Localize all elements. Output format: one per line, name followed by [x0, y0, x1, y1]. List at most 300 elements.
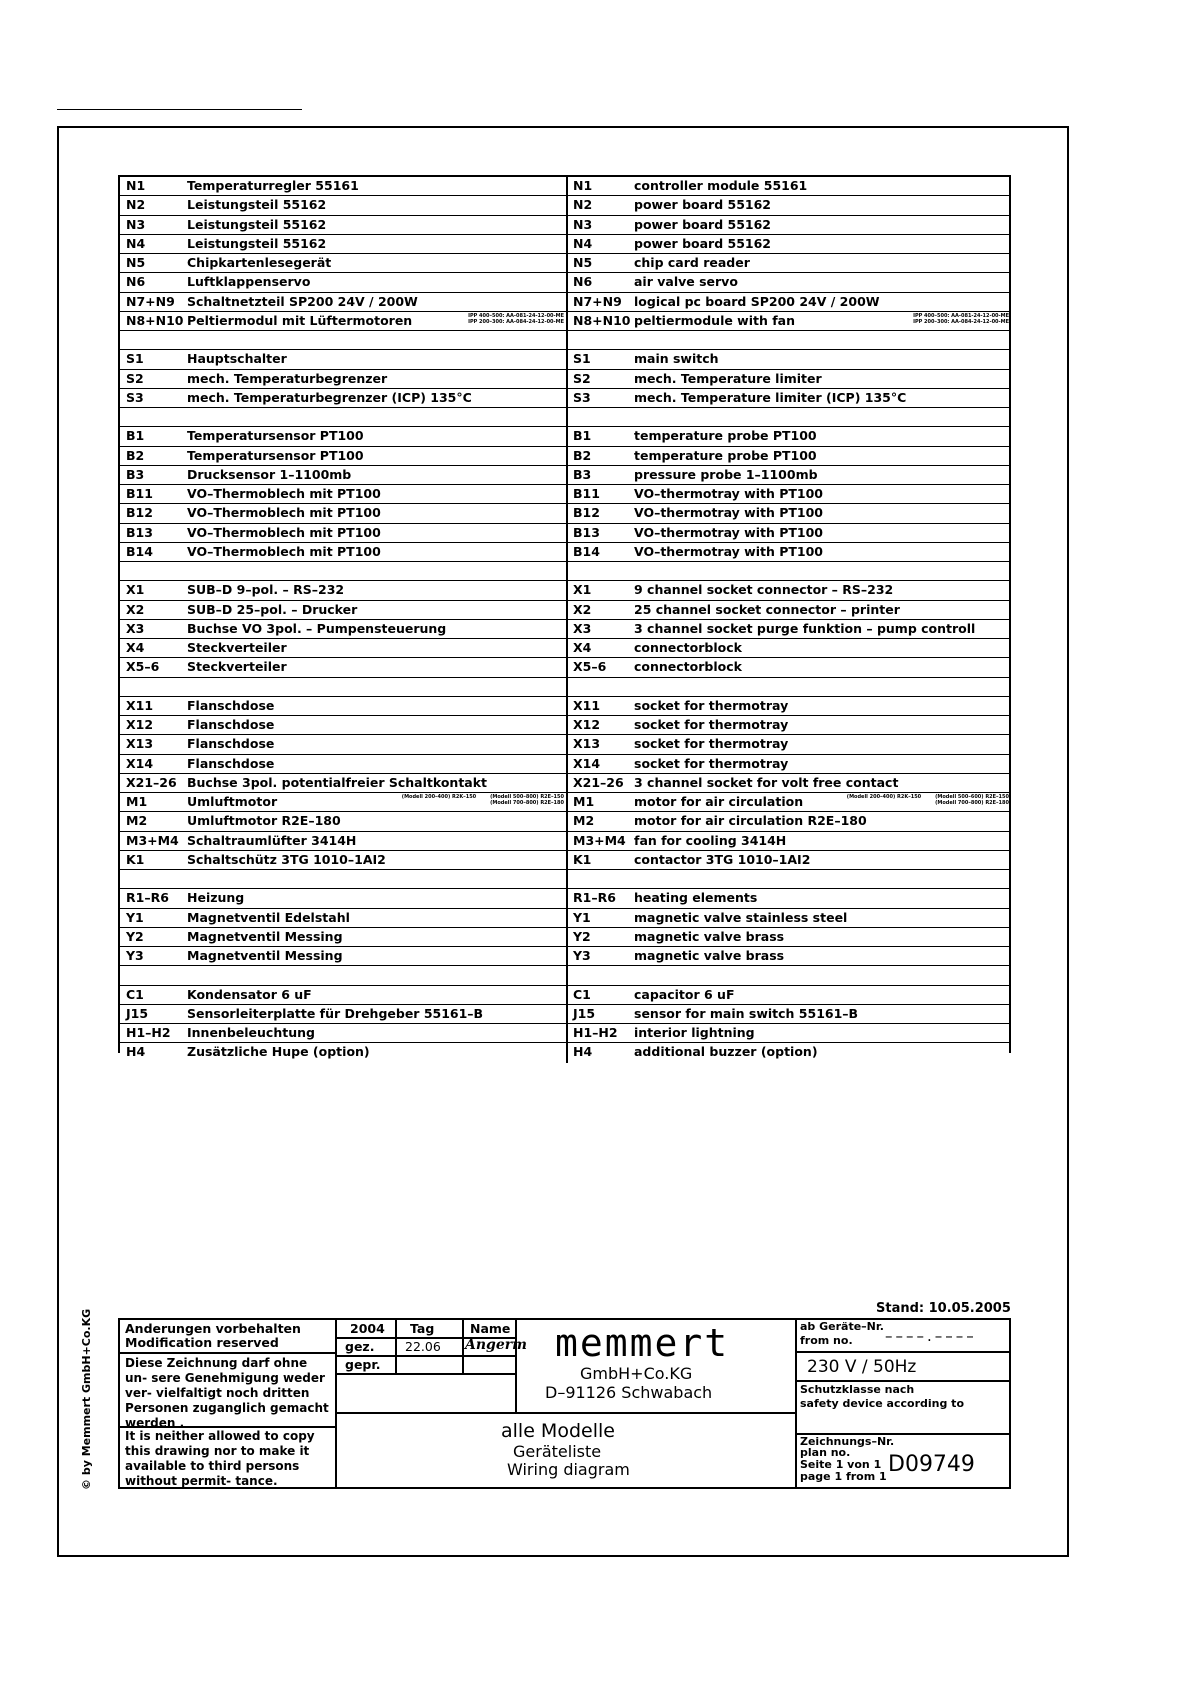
part-code: N1	[126, 178, 146, 193]
part-code: N7+N9	[126, 293, 175, 309]
parts-row	[120, 312, 566, 331]
parts-row	[120, 1005, 566, 1024]
part-code: S2	[126, 370, 144, 386]
part-description: heating elements	[634, 890, 758, 906]
grid-line	[462, 1320, 464, 1373]
page-de: Seite 1 von 1	[800, 1458, 882, 1471]
parts-row	[567, 793, 1011, 812]
part-code: B3	[573, 466, 592, 482]
parts-row	[120, 947, 566, 966]
part-description: power board 55162	[634, 216, 771, 232]
parts-row	[567, 177, 1011, 196]
parts-row	[120, 774, 566, 793]
part-description: Flanschdose	[187, 717, 275, 732]
parts-row	[120, 986, 566, 1005]
part-code: B1	[126, 428, 145, 444]
part-code: H1–H2	[126, 1025, 171, 1040]
part-code: N8+N10	[126, 312, 184, 328]
part-code: X21–26	[573, 774, 624, 790]
part-description: SUB–D 25–pol. – Drucker	[187, 601, 358, 617]
parts-row	[567, 485, 1011, 504]
grid-line	[335, 1412, 795, 1414]
parts-row	[567, 543, 1011, 562]
part-code: S1	[573, 351, 591, 367]
part-description: power board 55162	[634, 235, 771, 251]
memmert-logo: memmert	[555, 1321, 730, 1365]
part-description: 3 channel socket purge funktion – pump controll	[634, 620, 976, 636]
part-description: Steckverteiler	[187, 640, 287, 655]
protection-en: safety device according to	[800, 1397, 965, 1410]
part-code: S1	[126, 351, 144, 367]
part-code: X5–6	[126, 659, 160, 675]
part-description: pressure probe 1–1100mb	[634, 466, 818, 482]
part-description: VO–thermotray with PT100	[634, 524, 823, 540]
parts-list-table	[118, 175, 1011, 1060]
name-label: Name	[470, 1321, 511, 1336]
parts-row	[567, 216, 1011, 235]
parts-row	[120, 408, 566, 427]
part-code: Y2	[126, 928, 144, 944]
company-address: D–91126 Schwabach	[545, 1383, 713, 1402]
part-code: J15	[126, 1005, 149, 1021]
part-description: interior lightning	[634, 1025, 755, 1040]
part-code: X13	[126, 736, 154, 752]
part-code: Y2	[573, 928, 591, 944]
part-code: X21–26	[126, 774, 177, 790]
parts-row	[567, 389, 1011, 408]
part-note: (Modell 200–400) R2K–150 (Modell 500–800) R2E–150 (Modell 700–800) R2E–180	[401, 794, 564, 806]
part-code: B2	[573, 447, 592, 463]
part-description: VO–Thermoblech mit PT100	[187, 524, 381, 540]
part-note: IPP 400–500: AA-081-24-12-00-ME IPP 200–300: AA-084-24-12-00-ME	[913, 312, 1009, 325]
part-description: Magnetventil Messing	[187, 948, 343, 963]
grid-line	[335, 1373, 515, 1375]
part-code: B3	[126, 466, 145, 482]
parts-row	[567, 986, 1011, 1005]
parts-row	[120, 293, 566, 312]
parts-row	[120, 447, 566, 466]
part-description: Peltiermodul mit Lüftermotoren	[187, 312, 413, 328]
gepr-label: gepr.	[345, 1357, 381, 1372]
part-code: X4	[126, 640, 145, 655]
part-description: socket for thermotray	[634, 717, 789, 732]
parts-row	[120, 716, 566, 735]
parts-row	[120, 870, 566, 889]
part-code: X3	[126, 620, 145, 636]
part-code: X4	[573, 640, 592, 655]
part-description: Buchse 3pol. potentialfreier Schaltkontakt	[187, 774, 488, 790]
parts-row	[567, 601, 1011, 620]
part-code: N2	[573, 197, 593, 213]
parts-row	[120, 851, 566, 870]
part-code: N4	[573, 235, 593, 251]
parts-row	[120, 620, 566, 639]
part-description: Magnetventil Edelstahl	[187, 909, 350, 925]
part-code: N2	[126, 197, 146, 213]
parts-row	[567, 447, 1011, 466]
parts-row	[120, 755, 566, 774]
serial-value: ––––.––––	[885, 1327, 977, 1345]
parts-row	[120, 485, 566, 504]
parts-row	[120, 1043, 566, 1062]
parts-row	[567, 832, 1011, 851]
serial-label-en: from no.	[800, 1334, 853, 1347]
part-description: Zusätzliche Hupe (option)	[187, 1044, 370, 1060]
parts-row	[567, 254, 1011, 273]
parts-row	[567, 947, 1011, 966]
part-code: B14	[573, 543, 600, 559]
parts-row	[567, 928, 1011, 947]
parts-row	[120, 735, 566, 754]
part-code: N7+N9	[573, 293, 622, 309]
parts-row	[120, 639, 566, 658]
drawing-label-en: plan no.	[800, 1446, 851, 1459]
part-code: X11	[126, 697, 154, 713]
parts-row	[567, 196, 1011, 215]
part-code: H4	[573, 1044, 593, 1060]
parts-row	[120, 216, 566, 235]
part-code: M2	[573, 813, 595, 829]
parts-row	[567, 812, 1011, 831]
part-description: Leistungsteil 55162	[187, 216, 327, 232]
parts-row	[120, 812, 566, 831]
grid-line	[395, 1320, 397, 1373]
parts-row	[567, 562, 1011, 581]
parts-row	[567, 735, 1011, 754]
part-description: Flanschdose	[187, 697, 275, 713]
parts-row	[567, 909, 1011, 928]
parts-row	[567, 1043, 1011, 1062]
part-code: B1	[573, 428, 592, 444]
parts-row	[567, 870, 1011, 889]
parts-row	[567, 331, 1011, 350]
notice-en: It is neither allowed to copy this drawing nor to make it available to third persons without permit- tance.	[125, 1429, 315, 1488]
parts-row	[120, 524, 566, 543]
parts-row	[120, 562, 566, 581]
part-description: Schaltnetzteil SP200 24V / 200W	[187, 293, 418, 309]
parts-row	[120, 966, 566, 985]
parts-row	[567, 235, 1011, 254]
part-code: H4	[126, 1044, 146, 1060]
changes-de: Anderungen vorbehalten	[125, 1321, 301, 1336]
part-description: 3 channel socket for volt free contact	[634, 774, 899, 790]
parts-row	[567, 370, 1011, 389]
part-description: VO–thermotray with PT100	[634, 486, 823, 501]
part-description: VO–Thermoblech mit PT100	[187, 543, 381, 559]
part-code: N6	[126, 274, 146, 290]
part-description: socket for thermotray	[634, 736, 789, 752]
part-description: Steckverteiler	[187, 659, 287, 675]
part-description: contactor 3TG 1010–1AI2	[634, 851, 811, 867]
part-description: socket for thermotray	[634, 755, 789, 771]
parts-row	[120, 370, 566, 389]
part-description: mech. Temperature limiter	[634, 370, 822, 386]
part-description: VO–Thermoblech mit PT100	[187, 486, 381, 501]
part-code: X2	[573, 601, 592, 617]
part-description: Kondensator 6 uF	[187, 986, 312, 1002]
title-wiring-diagram: Wiring diagram	[507, 1460, 630, 1479]
parts-list-german	[120, 177, 566, 1063]
part-code: B11	[573, 486, 600, 501]
changes-en: Modification reserved	[125, 1335, 279, 1350]
part-code: C1	[573, 986, 591, 1002]
parts-row	[120, 543, 566, 562]
parts-row	[567, 658, 1011, 677]
parts-row	[120, 427, 566, 446]
part-code: X3	[573, 620, 592, 636]
part-note: IPP 400–500: AA-081-24-12-00-ME IPP 200–300: AA-084-24-12-00-ME	[468, 312, 564, 325]
part-description: connectorblock	[634, 640, 742, 655]
parts-row	[120, 389, 566, 408]
part-description: Hauptschalter	[187, 351, 287, 367]
serial-label-de: ab Geräte–Nr.	[800, 1320, 884, 1333]
part-code: B11	[126, 486, 153, 501]
part-code: X5–6	[573, 659, 607, 675]
part-description: sensor for main switch 55161–B	[634, 1005, 859, 1021]
page-en: page 1 from 1	[800, 1470, 887, 1483]
parts-row	[120, 601, 566, 620]
gez-date: 22.06	[405, 1339, 441, 1354]
parts-row	[567, 678, 1011, 697]
part-description: Luftklappenservo	[187, 274, 311, 290]
parts-row	[567, 524, 1011, 543]
part-code: Y3	[573, 948, 591, 963]
grid-line	[335, 1320, 337, 1487]
part-description: Flanschdose	[187, 755, 275, 771]
part-code: X12	[573, 717, 601, 732]
parts-row	[567, 427, 1011, 446]
part-description: Leistungsteil 55162	[187, 197, 327, 213]
parts-row	[120, 832, 566, 851]
part-description: VO–Thermoblech mit PT100	[187, 505, 381, 521]
parts-row	[567, 1005, 1011, 1024]
parts-row	[567, 273, 1011, 292]
grid-line	[120, 1352, 335, 1354]
part-description: motor for air circulation R2E–180	[634, 813, 867, 829]
part-description: magnetic valve stainless steel	[634, 909, 848, 925]
part-code: N1	[573, 178, 593, 193]
parts-row	[120, 697, 566, 716]
grid-line	[795, 1380, 1009, 1382]
part-description: Magnetventil Messing	[187, 928, 343, 944]
part-code: S3	[126, 389, 144, 405]
tag-label: Tag	[410, 1321, 435, 1336]
parts-row	[120, 273, 566, 292]
part-description: mech. Temperature limiter (ICP) 135°C	[634, 389, 907, 405]
part-description: Schaltschütz 3TG 1010–1AI2	[187, 851, 386, 867]
part-description: magnetic valve brass	[634, 948, 785, 963]
parts-row	[567, 716, 1011, 735]
parts-row	[120, 331, 566, 350]
part-description: Umluftmotor R2E–180	[187, 813, 341, 829]
part-description: VO–thermotray with PT100	[634, 543, 823, 559]
part-description: Buchse VO 3pol. – Pumpensteuerung	[187, 620, 447, 636]
parts-row	[120, 909, 566, 928]
part-code: B2	[126, 447, 145, 463]
parts-row	[567, 639, 1011, 658]
parts-row	[120, 350, 566, 369]
drawing-number: D09749	[888, 1452, 975, 1477]
parts-row	[567, 293, 1011, 312]
parts-row	[567, 774, 1011, 793]
stand-date: Stand: 10.05.2005	[876, 1301, 1011, 1316]
part-code: S2	[573, 370, 591, 386]
part-code: R1–R6	[573, 890, 616, 906]
parts-row	[120, 793, 566, 812]
part-description: temperature probe PT100	[634, 447, 817, 463]
part-description: Sensorleiterplatte für Drehgeber 55161–B	[187, 1005, 484, 1021]
part-code: C1	[126, 986, 144, 1002]
part-code: M3+M4	[573, 832, 626, 848]
part-code: K1	[126, 851, 145, 867]
part-description: peltiermodule with fan	[634, 312, 796, 328]
part-code: N3	[126, 216, 146, 232]
part-description: VO–thermotray with PT100	[634, 505, 823, 521]
part-code: X2	[126, 601, 145, 617]
parts-row	[567, 581, 1011, 600]
part-description: Umluftmotor	[187, 794, 278, 809]
part-description: fan for cooling 3414H	[634, 832, 787, 848]
parts-row	[567, 966, 1011, 985]
part-code: B14	[126, 543, 153, 559]
part-code: S3	[573, 389, 591, 405]
grid-line	[795, 1351, 1009, 1353]
part-description: connectorblock	[634, 659, 742, 675]
part-description: temperature probe PT100	[634, 428, 817, 444]
part-description: SUB–D 9–pol. – RS–232	[187, 582, 345, 598]
parts-row	[567, 350, 1011, 369]
parts-row	[120, 466, 566, 485]
part-code: Y1	[126, 909, 144, 925]
part-description: Schaltraumlüfter 3414H	[187, 832, 357, 848]
part-description: 9 channel socket connector – RS–232	[634, 582, 894, 598]
parts-row	[120, 1024, 566, 1043]
part-description: Drucksensor 1–1100mb	[187, 466, 352, 482]
year: 2004	[350, 1321, 385, 1336]
part-code: X11	[573, 697, 601, 713]
part-code: Y1	[573, 909, 591, 925]
header-rule	[57, 109, 302, 110]
part-description: Heizung	[187, 890, 245, 906]
parts-row	[567, 889, 1011, 908]
part-code: M2	[126, 813, 148, 829]
parts-row	[120, 504, 566, 523]
parts-row	[567, 620, 1011, 639]
parts-row	[120, 196, 566, 215]
parts-row	[120, 658, 566, 677]
title-device-list: Geräteliste	[513, 1442, 602, 1461]
part-note: (Modell 200–400) R2K–150 (Modell 500–600) R2E–150 (Modell 700–800) R2E–180	[846, 794, 1009, 806]
parts-row	[567, 312, 1011, 331]
part-description: main switch	[634, 351, 719, 367]
parts-row	[567, 697, 1011, 716]
part-description: capacitor 6 uF	[634, 986, 735, 1002]
part-description: power board 55162	[634, 197, 771, 213]
part-description: chip card reader	[634, 255, 750, 270]
part-code: N3	[573, 216, 593, 232]
parts-row	[120, 678, 566, 697]
part-code: K1	[573, 851, 592, 867]
part-code: M1	[126, 794, 148, 809]
part-description: Temperatursensor PT100	[187, 447, 364, 463]
part-code: X13	[573, 736, 601, 752]
parts-row	[567, 504, 1011, 523]
parts-row	[567, 466, 1011, 485]
part-description: socket for thermotray	[634, 697, 789, 713]
part-code: X12	[126, 717, 154, 732]
company-name: GmbH+Co.KG	[580, 1364, 693, 1383]
parts-row	[120, 889, 566, 908]
part-code: N5	[126, 255, 146, 270]
gez-label: gez.	[345, 1339, 375, 1354]
part-code: B12	[573, 505, 600, 521]
part-description: 25 channel socket connector – printer	[634, 601, 900, 617]
part-code: X14	[126, 755, 154, 771]
voltage: 230 V / 50Hz	[807, 1357, 917, 1377]
part-code: X1	[573, 582, 592, 598]
part-description: mech. Temperaturbegrenzer (ICP) 135°C	[187, 389, 472, 405]
part-code: B13	[126, 524, 153, 540]
parts-list-english	[567, 177, 1011, 1063]
part-description: mech. Temperaturbegrenzer	[187, 370, 388, 386]
parts-row	[120, 254, 566, 273]
parts-row	[120, 177, 566, 196]
parts-row	[567, 755, 1011, 774]
part-description: Leistungsteil 55162	[187, 235, 327, 251]
parts-row	[120, 235, 566, 254]
drawing-label-de: Zeichnungs–Nr.	[800, 1435, 895, 1448]
part-description: Temperatursensor PT100	[187, 428, 364, 444]
part-code: H1–H2	[573, 1025, 618, 1040]
part-code: X14	[573, 755, 601, 771]
part-code: R1–R6	[126, 890, 169, 906]
part-code: M3+M4	[126, 832, 179, 848]
part-code: N5	[573, 255, 593, 270]
part-description: Chipkartenlesegerät	[187, 255, 332, 270]
part-description: logical pc board SP200 24V / 200W	[634, 293, 880, 309]
part-description: additional buzzer (option)	[634, 1044, 818, 1060]
part-code: X1	[126, 582, 145, 598]
title-models: alle Modelle	[501, 1420, 615, 1442]
parts-row	[120, 581, 566, 600]
part-description: air valve servo	[634, 274, 738, 290]
part-code: B12	[126, 505, 153, 521]
parts-row	[567, 851, 1011, 870]
part-code: J15	[573, 1005, 596, 1021]
part-code: B13	[573, 524, 600, 540]
part-description: magnetic valve brass	[634, 928, 785, 944]
parts-row	[567, 1024, 1011, 1043]
part-code: Y3	[126, 948, 144, 963]
part-description: Flanschdose	[187, 736, 275, 752]
part-description: motor for air circulation	[634, 794, 804, 809]
part-description: controller module 55161	[634, 178, 808, 193]
protection-de: Schutzklasse nach	[800, 1383, 915, 1396]
part-description: Temperaturregler 55161	[187, 178, 359, 193]
parts-row	[120, 928, 566, 947]
part-code: N6	[573, 274, 593, 290]
grid-line	[515, 1320, 517, 1412]
part-code: N8+N10	[573, 312, 631, 328]
part-description: Innenbeleuchtung	[187, 1025, 315, 1040]
gez-signature: Angerm	[465, 1337, 527, 1353]
copyright-notice: © by Memmert GmbH+Co.KG	[80, 1308, 93, 1490]
part-code: M1	[573, 794, 595, 809]
grid-line	[795, 1320, 797, 1487]
notice-de: Diese Zeichnung darf ohne un- sere Genehmigung weder ver- vielfaltigt noch dritten Personen zuganglich gemacht werden .	[125, 1356, 329, 1430]
part-code: N4	[126, 235, 146, 251]
parts-row	[567, 408, 1011, 427]
